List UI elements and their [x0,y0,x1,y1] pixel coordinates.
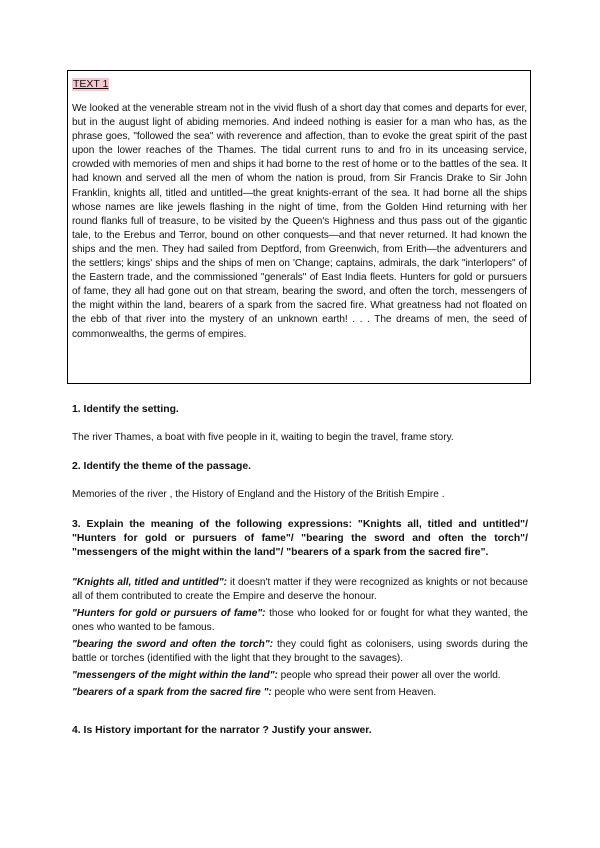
answer-3-item [72,607,528,635]
expression-meaning: they could fight as colonisers, using swords during the battle or torches (identified with the light that they brought to the savages). [72,639,528,664]
answer-2: Memories of the river , the History of England and the History of the British Empire . [72,489,445,500]
answer-3-item [72,669,528,683]
question-2: 2. Identify the theme of the passage. [72,461,251,472]
text-label: TEXT 1 [73,78,109,90]
answer-3-item [72,686,528,700]
answer-1: The river Thames, a boat with five people in it, waiting to begin the travel, frame story. [72,432,454,443]
expression-term: "bearing the sword and often the torch": [72,639,273,650]
passage: We looked at the venerable stream not in the vivid flush of a short day that comes and departs for ever, but in the august light of abiding memories. And indeed nothing is easier for a man who has, as the phrase goes, "followed the sea" with reverence and affection, than to evoke the great spirit of the past upon the lower reaches of the Thames. The tidal current runs to and fro in its unceasing service, crowded with memories of men and ships it had borne to the rest of home or to the battles of the sea. It had known and served all the men of whom the nation is proud, from Sir Francis Drake to Sir John Franklin, knights all, titled and untitled—the great knights-errant of the sea. It had borne all the ships whose names are like jewels flashing in the night of time, from the Golden Hind returning with her round flanks full of treasure, to be visited by the Queen's Highness and thus pass out of the gigantic tale, to the Erebus and Terror, bound on other conquests—and that never returned. It had known the ships and the men. They had sailed from Deptford, from Greenwich, from Erith—the adventurers and the settlers; kings' ships and the ships of men on 'Change; captains, admirals, the dark "interlopers" of the Eastern trade, and the commissioned "generals" of East India fleets. Hunters for gold or pursuers of fame, they all had gone out on that stream, bearing the sword, and often the torch, messengers of the might within the land, bearers of a spark from the sacred fire. What greatness had not floated on the ebb of that river into the mystery of an unknown earth! . . . The dreams of men, the seed of commonwealths, the germs of empires. [72,103,527,340]
question-1: 1. Identify the setting. [72,404,179,415]
expression-term: "bearers of a spark from the sacred fire ": [72,687,272,698]
expression-term: "Knights all, titled and untitled": [72,577,227,588]
expression-meaning: those who looked for or fought for what they wanted, the ones who wanted to be famous. [72,608,528,633]
expression-meaning: people who were sent from Heaven. [271,687,437,698]
question-3: 3. Explain the meaning of the following expressions: "Knights all, titled and untitled"/ "Hunters for gold or pursuers of fame"/ "bearing the sword and often the torch"/ "messengers of the might within the land"/ "bearers of a spark from the sacred fire". [72,519,528,558]
expression-meaning: people who spread their power all over the world. [277,670,501,681]
question-4: 4. Is History important for the narrator ? Justify your answer. [72,725,372,736]
expression-term: "Hunters for gold or pursuers of fame": [72,608,266,619]
expression-term: "messengers of the might within the land": [72,670,278,681]
answer-3-item [72,576,528,604]
answer-3-item [72,638,528,666]
text-box [67,70,531,384]
expression-meaning: it doesn't matter if they were recognized as knights or not because all of them contributed to create the Empire and deserve the honour. [72,577,528,602]
answer-3-list [72,576,528,703]
